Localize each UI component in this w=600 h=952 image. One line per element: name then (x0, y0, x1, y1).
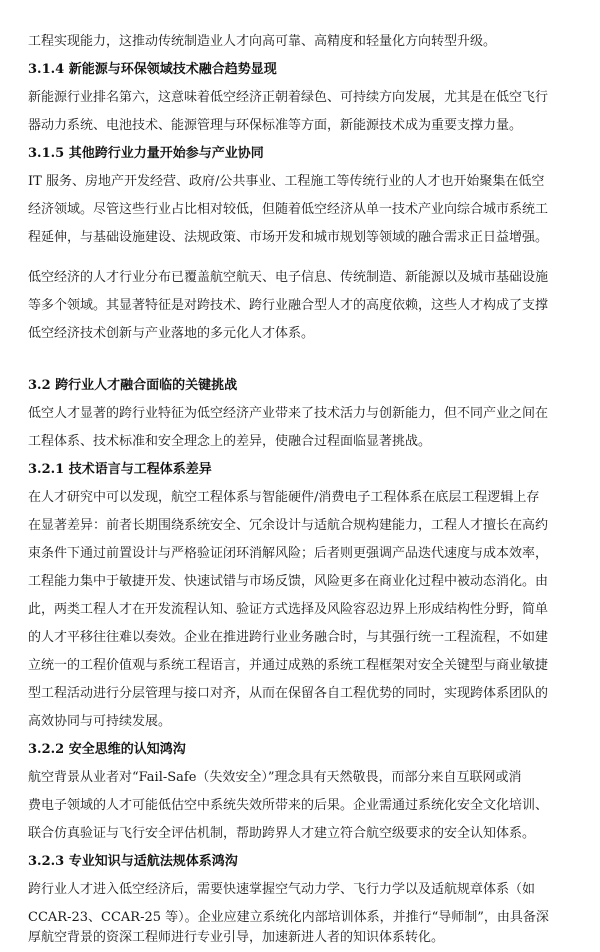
text-line: 器动力系统、电池技术、能源管理与环保标准等方面，新能源技术成为重要支撑力量。 (28, 118, 523, 133)
text-line: 跨行业人才进入低空经济后，需要快速掌握空气动力学、飞行力学以及适航规章体系（如 (28, 882, 536, 897)
section-heading-3-2-3: 3.2.3 专业知识与适航法规体系鸿沟 (28, 854, 238, 869)
text-line: 低空人才显著的跨行业特征为低空经济产业带来了技术活力与创新能力，但不同产业之间在 (28, 406, 549, 421)
text-line: 束条件下通过前置设计与严格验证闭环消解风险；后者则更强调产品迭代速度与成本效率， (28, 546, 549, 561)
text-line: CCAR-23、CCAR-25 等）。企业应建立系统化内部培训体系，并推行“导师制”，由具备深 (28, 910, 549, 925)
text-line: 工程能力集中于敏捷开发、快速试错与市场反馈，风险更多在商业化过程中被动态消化。由 (28, 574, 549, 589)
text-line: 在人才研究中可以发现，航空工程体系与智能硬件/消费电子工程体系在底层工程逻辑上存 (28, 490, 540, 505)
text-line: 联合仿真验证与飞行安全评估机制，帮助跨界人才建立符合航空级要求的安全认知体系。 (28, 826, 536, 841)
section-heading-3-2: 3.2 跨行业人才融合面临的关键挑战 (28, 378, 238, 393)
text-line: 工程实现能力，这推动传统制造业人才向高可靠、高精度和轻量化方向转型升级。 (28, 34, 497, 49)
text-line: 经济领域。尽管这些行业占比相对较低，但随着低空经济从单一技术产业向综合城市系统工 (28, 202, 549, 217)
section-heading-3-2-1: 3.2.1 技术语言与工程体系差异 (28, 462, 212, 477)
text-line: 工程体系、技术标准和安全理念上的差异，使融合过程面临显著挑战。 (28, 434, 432, 449)
text-line: IT 服务、房地产开发经营、政府/公共事业、工程施工等传统行业的人才也开始聚集在低空 (28, 174, 545, 189)
text-line: 低空经济技术创新与产业落地的多元化人才体系。 (28, 326, 315, 341)
text-line: 厚航空背景的资深工程师进行专业引导，加速新进人者的知识体系转化。 (28, 930, 445, 945)
text-line: 费电子领域的人才可能低估空中系统失效所带来的后果。企业需通过系统化安全文化培训、 (28, 798, 549, 813)
text-line: 等多个领域。其显著特征是对跨技术、跨行业融合型人才的高度依赖，这些人才构成了支撑 (28, 298, 549, 313)
text-line: 航空背景从业者对“Fail-Safe（失效安全）”理念具有天然敬畏，而部分来自互联网或消 (28, 770, 522, 785)
section-heading-3-2-2: 3.2.2 安全思维的认知鸿沟 (28, 742, 186, 757)
text-line: 新能源行业排名第六，这意味着低空经济正朝着绿色、可持续方向发展，尤其是在低空飞行 (28, 90, 549, 105)
section-heading-3-1-4: 3.1.4 新能源与环保领域技术融合趋势显现 (28, 62, 277, 77)
text-line: 高效协同与可持续发展。 (28, 714, 172, 729)
text-line: 此，两类工程人才在开发流程认知、验证方式选择及风险容忍边界上形成结构性分野，简单 (28, 602, 549, 617)
text-line: 低空经济的人才行业分布已覆盖航空航天、电子信息、传统制造、新能源以及城市基础设施 (28, 270, 549, 285)
text-line: 的人才平移往往难以奏效。企业在推进跨行业业务融合时，与其强行统一工程流程，不如建 (28, 630, 549, 645)
text-line: 程延伸，与基础设施建设、法规政策、市场开发和城市规划等领域的融合需求正日益增强。 (28, 230, 549, 245)
text-line: 型工程活动进行分层管理与接口对齐，从而在保留各自工程优势的同时，实现跨体系团队的 (28, 686, 549, 701)
text-line: 在显著差异：前者长期围绕系统安全、冗余设计与适航合规构建能力，工程人才擅长在高约 (28, 518, 549, 533)
text-line: 立统一的工程价值观与系统工程语言，并通过成熟的系统工程框架对安全关键型与商业敏捷 (28, 658, 549, 673)
section-heading-3-1-5: 3.1.5 其他跨行业力量开始参与产业协同 (28, 146, 264, 161)
